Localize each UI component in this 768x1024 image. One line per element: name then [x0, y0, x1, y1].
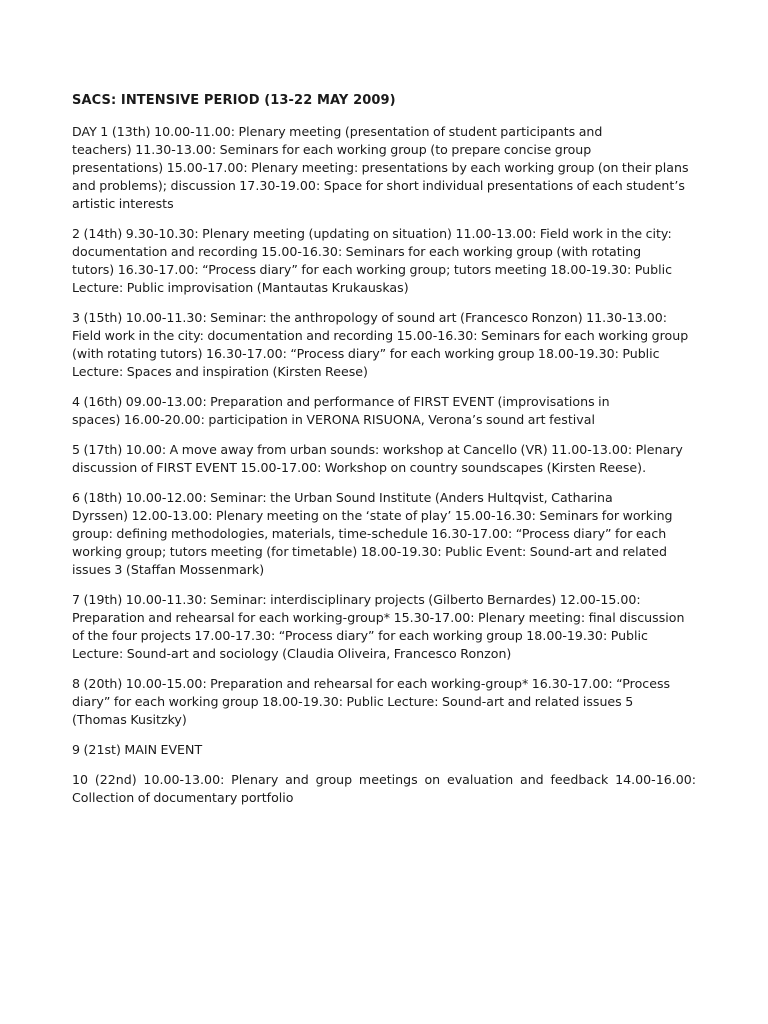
- paragraph-line: issues 3 (Staffan Mossenmark): [72, 562, 265, 577]
- paragraph-line: 8 (20th) 10.00-15.00: Preparation and rehearsal for each working-group* 16.30-17.00: “Process: [72, 676, 671, 691]
- paragraph-line: Field work in the city: documentation and recording 15.00-16.30: Seminars for each working group: [72, 328, 689, 343]
- paragraph-line: Collection of documentary portfolio: [72, 790, 294, 805]
- paragraph-line: teachers) 11.30-13.00: Seminars for each working group (to prepare concise group: [72, 142, 592, 157]
- paragraph-line: tutors) 16.30-17.00: “Process diary” for each working group; tutors meeting 18.00-19.30: Public: [72, 262, 673, 277]
- document-page: [72, 92, 696, 819]
- paragraph-day-1: [72, 123, 696, 213]
- paragraph-line: discussion of FIRST EVENT 15.00-17.00: Workshop on country soundscapes (Kirsten Reese).: [72, 460, 647, 475]
- paragraph-line: Lecture: Sound-art and sociology (Claudia Oliveira, Francesco Ronzon): [72, 646, 512, 661]
- paragraph-day-2: [72, 225, 696, 297]
- paragraph-line: (Thomas Kusitzky): [72, 712, 187, 727]
- document-title: SACS: INTENSIVE PERIOD (13-22 MAY 2009): [72, 93, 396, 108]
- paragraph-line: Preparation and rehearsal for each working-group* 15.30-17.00: Plenary meeting: final discussion: [72, 610, 685, 625]
- paragraph-line: diary” for each working group 18.00-19.30: Public Lecture: Sound-art and related issues 5: [72, 694, 634, 709]
- paragraph-line: group: defining methodologies, materials, time-schedule 16.30-17.00: “Process diary” for each: [72, 526, 667, 541]
- paragraph-day-8: [72, 675, 696, 729]
- paragraph-line: 10 (22nd) 10.00-13.00: Plenary and group meetings on evaluation and feedback 14.00-16.00:: [72, 772, 696, 787]
- paragraph-day-9: [72, 741, 696, 759]
- paragraph-line: presentations) 15.00-17.00: Plenary meeting: presentations by each working group (on their plans: [72, 160, 689, 175]
- paragraph-line: of the four projects 17.00-17.30: “Process diary” for each working group 18.00-19.30: Public: [72, 628, 648, 643]
- paragraph-day-6: [72, 489, 696, 579]
- paragraph-line: 6 (18th) 10.00-12.00: Seminar: the Urban Sound Institute (Anders Hultqvist, Catharina: [72, 490, 613, 505]
- paragraph-day-5: [72, 441, 696, 477]
- paragraph-line: Dyrssen) 12.00-13.00: Plenary meeting on the ‘state of play’ 15.00-16.30: Seminars for working: [72, 508, 673, 523]
- paragraph-line: (with rotating tutors) 16.30-17.00: “Process diary” for each working group 18.00-19.30: Public: [72, 346, 660, 361]
- paragraph-day-3: [72, 309, 696, 381]
- paragraph-line: and problems); discussion 17.30-19.00: Space for short individual presentations of each student’s: [72, 178, 685, 193]
- paragraph-line: artistic interests: [72, 196, 174, 211]
- paragraph-line: 2 (14th) 9.30-10.30: Plenary meeting (updating on situation) 11.00-13.00: Field work in the city:: [72, 226, 672, 241]
- paragraph-line: Lecture: Public improvisation (Mantautas Krukauskas): [72, 280, 409, 295]
- paragraph-day-4: [72, 393, 696, 429]
- paragraph-day-7: [72, 591, 696, 663]
- paragraph-line: documentation and recording 15.00-16.30: Seminars for each working group (with rotating: [72, 244, 642, 259]
- paragraph-line: spaces) 16.00-20.00: participation in VERONA RISUONA, Verona’s sound art festival: [72, 412, 595, 427]
- paragraph-line: 5 (17th) 10.00: A move away from urban sounds: workshop at Cancello (VR) 11.00-13.00: Plenary: [72, 442, 683, 457]
- paragraph-line: working group; tutors meeting (for timetable) 18.00-19.30: Public Event: Sound-art and related: [72, 544, 668, 559]
- paragraph-line: 7 (19th) 10.00-11.30: Seminar: interdisciplinary projects (Gilberto Bernardes) 12.00-15.00:: [72, 592, 641, 607]
- paragraph-line: Lecture: Spaces and inspiration (Kirsten Reese): [72, 364, 368, 379]
- paragraph-day-10: [72, 771, 696, 807]
- paragraph-line: 9 (21st) MAIN EVENT: [72, 742, 203, 757]
- paragraph-line: 4 (16th) 09.00-13.00: Preparation and performance of FIRST EVENT (improvisations in: [72, 394, 610, 409]
- paragraph-line: DAY 1 (13th) 10.00-11.00: Plenary meeting (presentation of student participants and: [72, 124, 603, 139]
- paragraph-line: 3 (15th) 10.00-11.30: Seminar: the anthropology of sound art (Francesco Ronzon) 11.30-13.00:: [72, 310, 668, 325]
